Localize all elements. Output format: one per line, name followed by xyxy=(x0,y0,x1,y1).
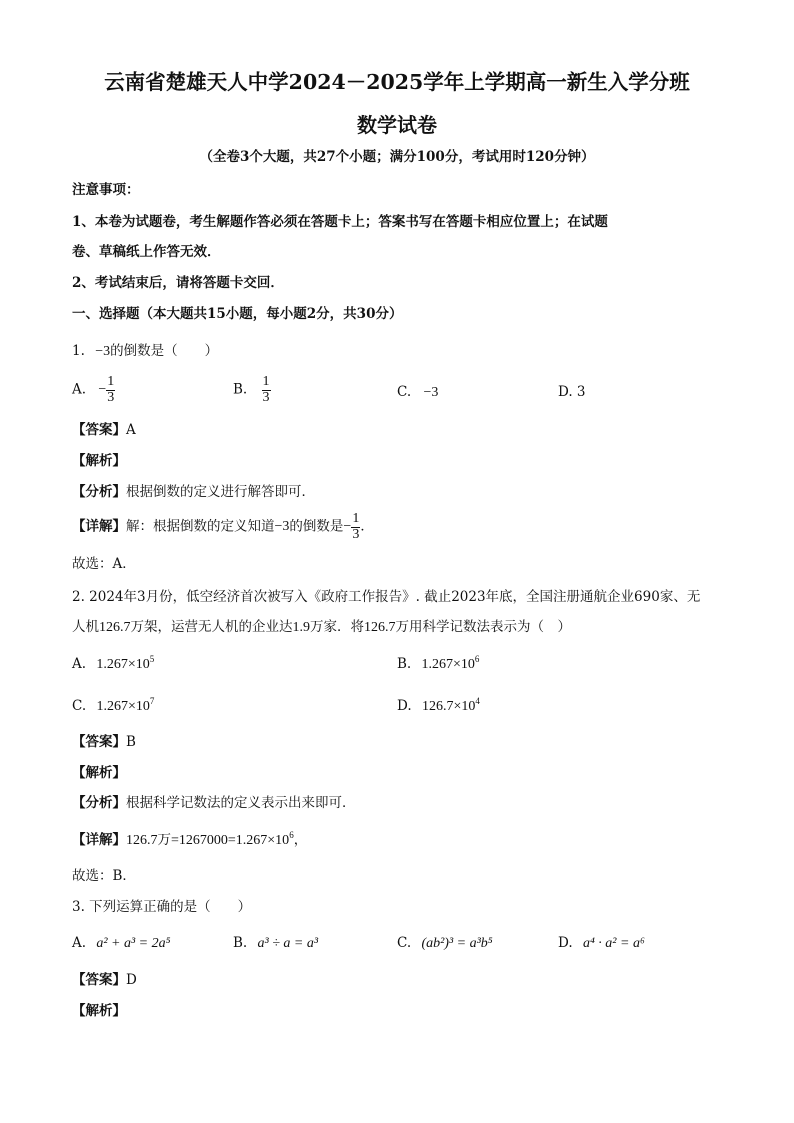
q2-option-b: B. $1.267\times 10^6$ xyxy=(397,654,480,672)
q1-option-a-fraction: $\frac{1}{3}$ xyxy=(107,374,115,405)
q2-option-c: C. $1.267\times 10^7$ xyxy=(72,696,155,714)
q2-answer: 【答案】B xyxy=(72,734,136,750)
q1-option-b-fraction: $\frac{1}{3}$ xyxy=(262,374,270,405)
q2-choose: 故选：B． xyxy=(72,868,136,884)
q1-answer: 【答案】A xyxy=(72,422,136,438)
q1-analysis-tag: 【解析】 xyxy=(72,453,126,469)
notice-item-2: 2、考试结束后，请将答题卡交回． xyxy=(72,275,284,291)
q3-stem: 3. 下列运算正确的是（ ） xyxy=(72,899,252,915)
q2-fenxi: 【分析】根据科学记数法的定义表示出来即可． xyxy=(72,795,356,811)
notice-item-1-line-2: 卷、草稿纸上作答无效． xyxy=(72,244,221,260)
q3-option-d: D. a⁴ · a² = a⁶ xyxy=(558,935,645,951)
q1-option-c: C. −3 xyxy=(397,384,439,400)
exam-title: 云南省楚雄天人中学2024－2025学年上学期高一新生入学分班 xyxy=(104,70,690,94)
q1-detail-fraction: $\frac{1}{3}$ xyxy=(352,511,360,542)
q1-expr: −3 xyxy=(95,344,111,359)
q1-choose: 故选：A． xyxy=(72,556,136,572)
q1-detail: 【详解】解：根据倒数的定义知道−3的倒数是− $\frac{1}{3}$ ． xyxy=(72,511,374,542)
exam-subtitle: 数学试卷 xyxy=(357,113,437,137)
q3-answer: 【答案】D xyxy=(72,972,137,988)
notice-item-1-line-1: 1、本卷为试题卷，考生解题作答必须在答题卡上；答案书写在答题卡相应位置上；在试题 xyxy=(72,214,608,230)
q3-option-a: A. a² + a³ = 2a⁵ xyxy=(72,935,171,951)
q1-option-a: A. − $\frac{1}{3}$ xyxy=(72,374,115,405)
q2-detail: 【详解】126.7万$=1267000=1.267\times 10^6$， xyxy=(72,830,308,848)
q1-number: 1. xyxy=(72,343,85,359)
exam-info: （全卷3个大题，共27个小题；满分100分，考试用时120分钟） xyxy=(199,149,595,165)
q3-analysis-tag: 【解析】 xyxy=(72,1003,126,1019)
q2-stem-line-1: 2. 2024年3月份，低空经济首次被写入《政府工作报告》. 截止2023年底，全国注册通航企业690家、无 xyxy=(72,589,701,605)
q2-option-d: D. $126.7\times 10^4$ xyxy=(397,696,480,714)
q1-option-b: B. $\frac{1}{3}$ xyxy=(233,374,270,405)
q1-stem xyxy=(72,345,218,359)
notice-heading: 注意事项： xyxy=(72,182,140,198)
q2-option-a: A. $1.267\times 10^5$ xyxy=(72,654,155,672)
q1-fenxi: 【分析】根据倒数的定义进行解答即可． xyxy=(72,484,315,500)
q2-stem-line-2: 人机126.7万架，运营无人机的企业达1.9万家．将126.7万用科学记数法表示为（ ） xyxy=(72,619,571,635)
q3-option-c: C. (ab²)³ = a³b⁵ xyxy=(397,935,493,951)
q1-option-d: D. 3 xyxy=(558,384,586,400)
section-1-heading: 一、选择题（本大题共15小题，每小题2分，共30分） xyxy=(72,306,403,322)
q1-stem-text: 的倒数是（ ） xyxy=(110,343,219,359)
q3-option-b: B. a³ ÷ a = a³ xyxy=(233,935,319,951)
q2-analysis-tag: 【解析】 xyxy=(72,765,126,781)
